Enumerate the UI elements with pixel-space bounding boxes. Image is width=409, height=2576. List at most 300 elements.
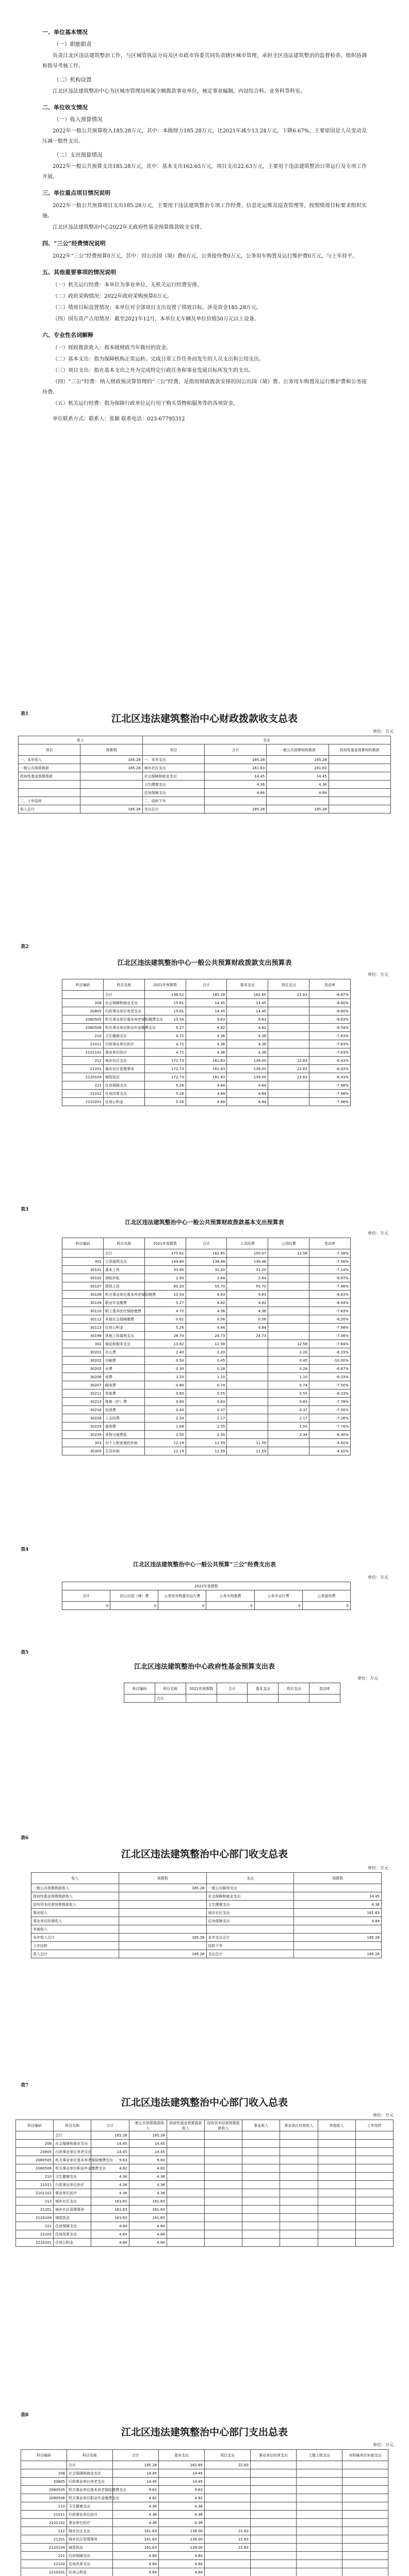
table-cell (268, 1266, 309, 1274)
table-row (21, 2486, 388, 2494)
table-cell: 培训费 (103, 1406, 144, 1414)
table-cell (167, 2164, 204, 2173)
table-cell: 2.40 (144, 1348, 186, 1357)
table-cell: 卫生健康支出 (142, 781, 204, 789)
table-row (62, 1258, 351, 1266)
table2-unit: 单位：万元 (368, 972, 388, 977)
paragraph: 2022年一般公共预算支出185.28万元，其中：基本支出162.65万元，项目支出22.63万元，主要用于违法建筑整治日常运行及专项工作开展。 (42, 164, 367, 180)
table-cell (227, 1365, 268, 1373)
table-cell: 22.63 (205, 2527, 251, 2535)
table4-block (0, 1546, 409, 1608)
table-row (21, 2511, 388, 2519)
column-header: 项目支出 (268, 979, 309, 991)
paragraph: 负责江北区违法建筑整治工作，与区城管执法分局及区市政市容委共同负责辖区城市管理，承担全区违法建筑整治的监督检查、组织协调和指导考核工作。 (42, 53, 367, 69)
table1-title: 江北区违法建筑整治中心财政拨款收支总表 (111, 713, 298, 724)
table-cell: 4.84 (227, 1324, 268, 1332)
table-cell: 2.34 (144, 1414, 186, 1422)
paragraph: （一）机关运行经费：本单位为事业单位，无机关运行经费安排。 (53, 282, 202, 288)
paragraph: 2022年一般公共预算项目支出185.28万元，主要用于违法建筑整治专项工作经费、信息化运维及巡查管理等，按照绩效目标要求组织实施。 (42, 203, 367, 219)
column-header: 变动率 (309, 1683, 340, 1694)
table-cell: 0.45 (268, 1357, 309, 1365)
table-cell: 城乡社区支出 (142, 764, 204, 772)
table-cell: -7.74% (309, 1422, 351, 1431)
table-cell (268, 1315, 309, 1324)
table-cell: 4.84 (129, 2239, 167, 2247)
table-cell (342, 2535, 388, 2544)
table-cell: 212 (62, 1057, 104, 1065)
table-cell: 4.84 (186, 1324, 227, 1332)
table-cell (297, 2461, 342, 2469)
table-cell (204, 2197, 242, 2206)
table7-title: 江北区违法建筑整治中心部门收入总表 (121, 2097, 288, 2108)
table-cell: 印刷费 (103, 1357, 144, 1365)
table-row (62, 1315, 351, 1324)
table-cell: 事业单位医疗 (54, 2189, 91, 2197)
table-cell: 4.84 (91, 2239, 129, 2247)
table-cell: 0.56 (186, 1315, 227, 1324)
table-row (62, 1422, 351, 1431)
table-row (62, 1024, 351, 1032)
table-cell: 5.26 (144, 1324, 186, 1332)
column-header: 上缴上级支出 (297, 2450, 342, 2461)
table-cell (268, 1081, 309, 1090)
column-header: 科目名称 (103, 979, 144, 991)
column-header: 基本支出 (248, 1683, 279, 1694)
column-header: 基本支出 (159, 2450, 205, 2461)
table-cell: 13.62 (144, 1340, 186, 1348)
table-row (62, 1373, 351, 1381)
table5-attach: 表5 (21, 1650, 29, 1655)
budget-explanation (0, 0, 409, 422)
table-cell: 其他社会保障缴费 (103, 1315, 144, 1324)
table-cell: 14.45 (227, 999, 268, 1007)
table-cell: 12.58 (186, 1340, 227, 1348)
table-cell: -8.20% (309, 1315, 351, 1324)
table-cell: 302 (62, 1340, 104, 1348)
table-cell: 住房公积金 (103, 1098, 144, 1106)
table-cell (167, 2214, 204, 2222)
table-row (16, 2156, 394, 2164)
table-cell (242, 2164, 280, 2173)
table-cell: 185.28 (119, 1884, 206, 1892)
table-cell (227, 1389, 268, 1398)
column-header: 合计 (62, 1590, 110, 1602)
table-cell: 149.80 (144, 1258, 186, 1266)
table-cell: 2.64 (186, 1274, 227, 1282)
table-cell: 事业单位经营收入 (31, 1917, 119, 1925)
table-cell (329, 789, 390, 797)
table8-title: 江北区违法建筑整治中心部门支出总表 (121, 2427, 288, 2438)
table-cell: 221 (16, 2222, 54, 2230)
table-cell (297, 2486, 342, 2494)
table-cell: -7.98% (309, 1090, 351, 1098)
table-cell (355, 2189, 393, 2197)
table-cell (268, 1015, 309, 1024)
table-cell: 生活补助 (103, 1447, 144, 1455)
table-row (62, 991, 351, 999)
table-row (124, 1694, 340, 1703)
table-cell: 城乡社区支出 (67, 2527, 113, 2535)
table-row (16, 2140, 394, 2148)
table-cell: 22.63 (268, 1057, 309, 1065)
table-cell (167, 2148, 204, 2156)
table-cell: 4.84 (91, 2230, 129, 2239)
column-header: 合计 (204, 744, 266, 756)
table-cell: 30213 (62, 1398, 104, 1406)
table-cell: 33.60 (144, 1266, 186, 1274)
table-cell: 2080506 (21, 2494, 67, 2502)
table-cell: -7.63% (309, 1032, 351, 1040)
table-cell (355, 2148, 393, 2156)
table3-grid (62, 1238, 351, 1455)
table-cell: 0 (158, 1602, 206, 1610)
table-row (62, 1291, 351, 1299)
table-cell: 9.63 (227, 1015, 268, 1024)
table-cell: 机关事业单位职业年金缴费支出 (67, 2494, 113, 2502)
table-row (62, 1249, 351, 1258)
table-cell: 4.84 (186, 1081, 227, 1090)
table-row (62, 1048, 351, 1057)
table-cell: 4.36 (113, 2502, 159, 2511)
table-cell (204, 2164, 242, 2173)
table-cell (268, 1258, 309, 1266)
table-cell: 2.64 (227, 1274, 268, 1282)
table-cell (318, 2239, 355, 2247)
table-cell (268, 1324, 309, 1332)
table-cell (318, 2164, 355, 2173)
table-cell: 工会经费 (103, 1414, 144, 1422)
table-cell: 0 (62, 1602, 110, 1610)
table-cell (318, 2206, 355, 2214)
table-row (62, 1439, 351, 1447)
table-cell: 22.63 (268, 1065, 309, 1073)
table-cell: 4.84 (159, 2552, 205, 2560)
table-cell: 161.63 (129, 2206, 167, 2214)
table-cell: 2101102 (16, 2189, 54, 2197)
table-cell: 0.83 (186, 1398, 227, 1406)
table-cell: 4.84 (91, 2222, 129, 2230)
table-cell (251, 2494, 297, 2502)
table-cell (62, 1249, 104, 1258)
table-cell: 住房改革支出 (67, 2560, 113, 2568)
table-cell (251, 2560, 297, 2568)
table-cell: 0 (302, 1602, 350, 1610)
table-cell: 城管执法 (54, 2214, 91, 2222)
table8-block (0, 2411, 409, 2574)
table-cell (329, 756, 390, 764)
table-cell: 合计 (155, 1694, 186, 1703)
table-cell: 4.84 (113, 2552, 159, 2560)
column-header: 科目编码 (16, 2120, 54, 2131)
table-row (16, 2197, 394, 2206)
table-cell (329, 764, 390, 772)
table-cell: 2210201 (62, 1098, 104, 1106)
table-cell: 14.45 (113, 2469, 159, 2478)
column-header: 公用经费 (268, 1238, 309, 1249)
table-cell (268, 1282, 309, 1291)
table3-title: 江北区违法建筑整治中心一般公共预算财政拨款基本支出预算表 (125, 1219, 284, 1226)
table-cell: 4.36 (159, 2519, 205, 2527)
table-row (19, 764, 391, 772)
table-cell: 139.00 (159, 2544, 205, 2552)
table-cell: 一、本年支出 (142, 756, 204, 764)
table-cell: -8.63% (309, 1015, 351, 1024)
table-cell (251, 2511, 297, 2519)
table-cell: 172.73 (144, 1073, 186, 1081)
table-cell (309, 1694, 340, 1703)
table-cell: 社会保障和就业支出 (206, 1892, 294, 1901)
table-cell: 4.36 (129, 2181, 167, 2189)
table-cell: 住房公积金 (54, 2239, 91, 2247)
table-cell (204, 2156, 242, 2164)
table6-title: 江北区违法建筑整治中心部门收支总表 (121, 1849, 288, 1860)
column-header: 项目 (19, 744, 80, 756)
table-cell: 9.63 (129, 2156, 167, 2164)
table-row (31, 1925, 382, 1934)
table4-attach: 表4 (21, 1547, 29, 1552)
paragraph: 江北区违法建筑整治中心为区城市管理局所属全额拨款事业单位，核定事业编制，内设综合科、业务科等科室。 (53, 89, 305, 94)
table-row (21, 2544, 388, 2552)
table-cell (294, 1884, 382, 1892)
table-cell (280, 2214, 318, 2222)
table-cell: 4.36 (267, 781, 329, 789)
table-cell (342, 2502, 388, 2511)
table-cell: 0.83 (268, 1398, 309, 1406)
table-cell: 2210201 (16, 2239, 54, 2247)
table-cell (19, 789, 80, 797)
table-cell (268, 1332, 309, 1340)
section-heading: 三、单位重点项目情况说明 (42, 190, 110, 196)
table-cell: 合计 (103, 1249, 144, 1258)
table-cell (329, 805, 390, 814)
table-cell: 161.63 (267, 764, 329, 772)
table-cell: -7.63% (309, 1048, 351, 1057)
table7-attach: 表7 (21, 2083, 29, 2088)
table-cell (355, 2181, 393, 2189)
table-row (62, 1447, 351, 1455)
table-cell: 30205 (62, 1365, 104, 1373)
table-cell: 4.36 (113, 2511, 159, 2519)
table-cell (297, 2568, 342, 2576)
table-cell (227, 1381, 268, 1389)
table-cell: -7.98% (309, 1081, 351, 1090)
table-cell (167, 2140, 204, 2148)
table-cell: 收入总计 (19, 805, 80, 814)
table-cell (297, 2469, 342, 2478)
table-cell (80, 781, 142, 789)
table-cell (242, 2181, 280, 2189)
table-cell (204, 2206, 242, 2214)
table-cell: 1.55 (268, 1422, 309, 1431)
table-cell: 4.84 (113, 2568, 159, 2576)
table-cell (342, 2494, 388, 2502)
table-cell: 210 (62, 1032, 104, 1040)
table-cell: 208 (21, 2469, 67, 2478)
table-cell: 5.27 (144, 1299, 186, 1307)
table-cell: 139.00 (159, 2535, 205, 2544)
table-row (62, 1266, 351, 1274)
table-cell: 4.72 (144, 1032, 186, 1040)
table-cell: 4.36 (159, 2511, 205, 2519)
table-cell (318, 2173, 355, 2181)
table6-unit: 单位：万元 (368, 1866, 388, 1870)
table-cell (318, 2140, 355, 2148)
table-cell: 城乡社区支出 (206, 1909, 294, 1917)
table-cell: 机关事业单位基本养老保险缴费支出 (103, 1015, 144, 1024)
table-cell (205, 2469, 251, 2478)
table-cell: 301 (62, 1258, 104, 1266)
table-cell (342, 2478, 388, 2486)
table-cell: 12.19 (144, 1439, 186, 1447)
table-cell (297, 2535, 342, 2544)
table-row (62, 1332, 351, 1340)
table-cell: 5.26 (144, 1090, 186, 1098)
table-cell: 合计 (103, 991, 144, 999)
table-cell: 其他工资福利支出 (103, 1332, 144, 1340)
table-cell: 机关事业单位基本养老保险缴费 (103, 1291, 144, 1299)
table-cell: 4.84 (227, 1081, 268, 1090)
table-cell: 城管执法 (67, 2544, 113, 2552)
column-header: 人员经费 (227, 1238, 268, 1249)
table-cell: -8.33% (309, 1389, 351, 1398)
table-cell: 电费 (103, 1373, 144, 1381)
table-cell: 一般公共预算拨款收入 (31, 1884, 119, 1892)
table-cell: 14.45 (129, 2140, 167, 2148)
table-cell (124, 1694, 155, 1703)
table-cell: 14.45 (91, 2140, 129, 2148)
table-cell (251, 2535, 297, 2544)
table-cell: 22.63 (205, 2535, 251, 2544)
table-cell (242, 2197, 280, 2206)
table-cell: 30110 (62, 1307, 104, 1315)
table-cell (242, 2131, 280, 2140)
table-cell: 2.17 (268, 1414, 309, 1422)
table-cell: 4.36 (186, 1307, 227, 1315)
table-cell: -6.40% (309, 1431, 351, 1439)
table-cell (268, 1048, 309, 1057)
table-cell: -7.26% (309, 1414, 351, 1422)
table-cell: 职工基本医疗保险缴费 (103, 1307, 144, 1315)
table-cell (217, 1694, 248, 1703)
table-cell: 30239 (62, 1431, 104, 1439)
table-cell: 水费 (103, 1365, 144, 1373)
table-cell: 30211 (62, 1389, 104, 1398)
table-row (19, 772, 391, 781)
table-row (16, 2239, 394, 2247)
table8-unit: 单位：万元 (373, 2443, 394, 2447)
table-cell: 0.74 (268, 1381, 309, 1389)
table-cell: 结转下年 (206, 1942, 294, 1950)
table-cell: 职业年金缴费 (103, 1299, 144, 1307)
paragraph: （二）基本支出：指为保障机构正常运转、完成日常工作任务而发生的人员支出和公用支出。 (53, 357, 264, 362)
table-cell (167, 2131, 204, 2140)
table-cell (251, 2552, 297, 2560)
table-row (62, 1274, 351, 1282)
table-cell (297, 2502, 342, 2511)
table-cell: 政府性基金预算拨款收入 (31, 1892, 119, 1901)
table-cell: 22.63 (205, 2461, 251, 2469)
column-header: 基本支出 (227, 979, 268, 991)
table4-title: 江北区违法建筑整治中心一般公共预算“三公”经费支出表 (133, 1561, 276, 1568)
section-heading: 一、单位基本情况 (42, 29, 88, 36)
table-cell (167, 2222, 204, 2230)
table-cell: 4.72 (144, 1307, 186, 1315)
table2-grid (62, 979, 351, 1106)
table-row (21, 2552, 388, 2560)
table-cell: 31.20 (227, 1266, 268, 1274)
table-cell (227, 1398, 268, 1406)
table-cell: -6.67% (309, 1365, 351, 1373)
table-cell (119, 1892, 206, 1901)
table-cell: 161.63 (113, 2527, 159, 2535)
table-cell: 事业收入 (31, 1909, 119, 1917)
table-cell: 4.36 (159, 2502, 205, 2511)
table-cell: 一般公共服务支出 (206, 1884, 294, 1892)
table-cell (355, 2156, 393, 2164)
table-cell: 城管执法 (103, 1073, 144, 1081)
table-cell: 208 (16, 2140, 54, 2148)
table-cell: -8.63% (309, 1291, 351, 1299)
column-header: 变动率 (309, 979, 351, 991)
table-row (19, 781, 391, 789)
table-cell: 14.45 (113, 2478, 159, 2486)
table-row (62, 1015, 351, 1024)
table-cell: 185.28 (294, 1950, 382, 1958)
table-cell: 住房保障支出 (67, 2552, 113, 2560)
table-cell: 185.28 (80, 764, 142, 772)
table-row (62, 1282, 351, 1291)
table-cell: -7.50% (309, 1381, 351, 1389)
table-cell: 30305 (62, 1447, 104, 1455)
table6-grid (31, 1872, 382, 1958)
table-cell (80, 772, 142, 781)
table-cell: 21201 (16, 2206, 54, 2214)
table-cell: -8.33% (309, 1373, 351, 1381)
table-cell (280, 2131, 318, 2140)
table-cell (318, 2222, 355, 2230)
table-cell: 4.84 (129, 2222, 167, 2230)
column-header: 对附属单位补助支出 (342, 2450, 388, 2461)
table-cell (297, 2560, 342, 2568)
table-cell: 4.82 (91, 2164, 129, 2173)
table-cell: -6.67% (309, 991, 351, 999)
table-cell: 4.82 (227, 1299, 268, 1307)
header-expense: 支出 (142, 736, 390, 744)
column-header: 政府性基金预算拨款收入 (167, 2120, 204, 2131)
table-row (62, 999, 351, 1007)
table-cell (297, 2494, 342, 2502)
table-cell (268, 999, 309, 1007)
table-cell: -7.63% (309, 1307, 351, 1315)
table-cell: 185.28 (80, 805, 142, 814)
table-cell: 161.63 (129, 2214, 167, 2222)
table-cell: 社会保障和就业支出 (142, 772, 204, 781)
table-cell: 2080505 (21, 2486, 67, 2494)
table-cell: 0.60 (144, 1389, 186, 1398)
table-cell: 30228 (62, 1414, 104, 1422)
section-heading: 四、“三公”经费情况说明 (42, 240, 106, 247)
table-cell (242, 2230, 280, 2239)
column-header: 上年结转 (355, 2120, 393, 2131)
table-cell: 30201 (62, 1348, 104, 1357)
table-cell (251, 2486, 297, 2494)
column-header: 项目支出 (279, 1683, 309, 1694)
table2-title: 江北区违法建筑整治中心一般公共预算财政拨款支出预算表 (117, 959, 292, 967)
table-row (31, 1934, 382, 1942)
table-cell: 4.84 (227, 1098, 268, 1106)
column-header: 预算数 (294, 1873, 382, 1884)
table-cell: 城乡社区管理事务 (103, 1065, 144, 1073)
